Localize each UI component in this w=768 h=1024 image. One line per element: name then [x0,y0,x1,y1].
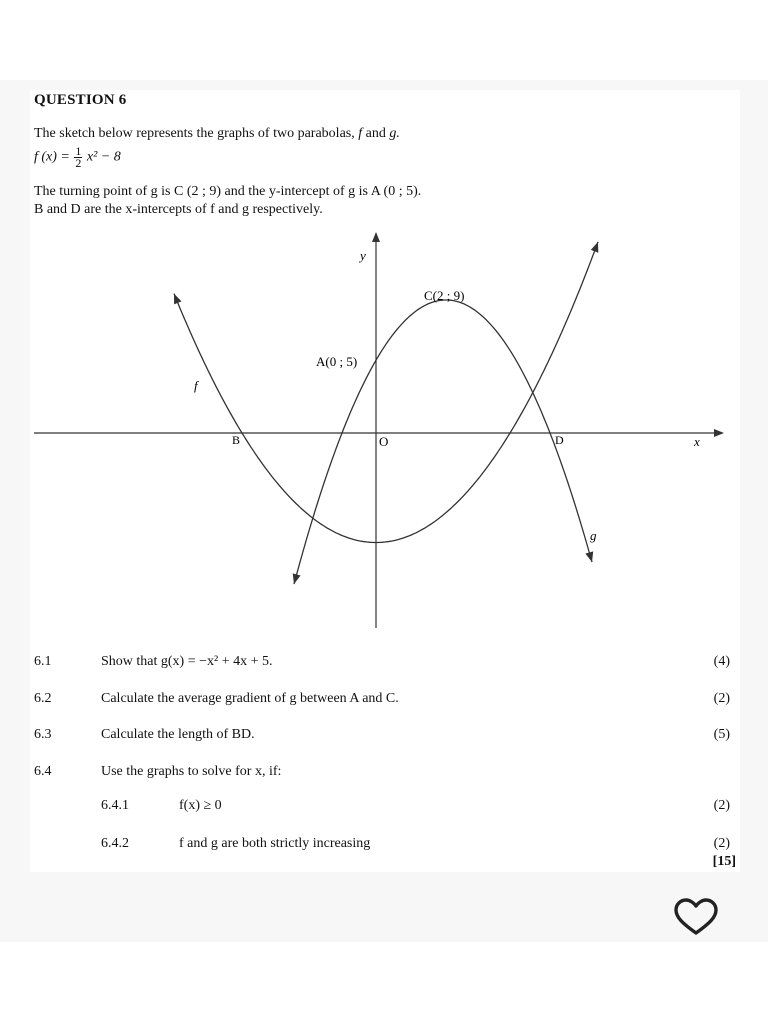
subquestion-number: 6.2 [34,691,52,706]
subquestion-marks: (5) [713,727,730,742]
subquestion-text: f(x) ≥ 0 [179,798,222,813]
subquestion-text: Use the graphs to solve for x, if: [101,764,282,779]
subquestion-marks: (2) [713,836,730,851]
curve-g-label: g [590,528,597,543]
subquestion-text: Show that g(x) = −x² + 4x + 5. [101,654,273,669]
curve-f-label: f [194,378,198,393]
subquestion-marks: (2) [713,798,730,813]
subquestion-text: f and g are both strictly increasing [179,836,371,851]
subquestion-number: 6.4.1 [101,798,129,813]
f-rhs: x² − 8 [86,149,121,165]
subquestion-number: 6.4 [34,764,52,779]
heart-icon[interactable] [672,897,720,939]
x-axis-label: x [694,434,700,449]
subquestion-marks: (4) [713,654,730,669]
x-axis-arrow [714,429,724,437]
origin-label: O [379,434,389,449]
curve-f-arrow-left [174,294,182,305]
point-a-label: A(0 ; 5) [316,354,358,369]
f-fraction-num: 1 [75,144,82,158]
point-d-label: D [555,433,564,447]
subquestion-marks: (2) [713,691,730,706]
question-page [30,90,740,872]
intro-text: The sketch below represents the graphs of two parabolas, [34,126,355,141]
subquestion-number: 6.3 [34,727,52,742]
subquestion-number: 6.4.2 [101,836,129,851]
f-equation [34,146,121,169]
subquestion-number: 6.1 [34,654,52,669]
f-lhs: f (x) = [34,149,70,165]
intro-g: g. [389,126,400,141]
question-heading: QUESTION 6 [34,92,127,108]
intro-and: and [365,126,386,141]
curve-f [174,242,598,543]
subquestion-text: Calculate the length of BD. [101,727,255,742]
f-fraction [74,146,82,169]
parabola-graph [30,230,730,630]
intercepts-line: B and D are the x-intercepts of f and g respectively. [34,202,323,217]
intro-f: f [358,126,363,141]
point-b-label: B [232,433,241,447]
subquestion-text: Calculate the average gradient of g between A and C. [101,691,399,706]
y-axis-arrow [372,232,380,242]
intro-line [34,126,400,142]
curve-g-arrow-left [293,573,301,584]
y-axis-label: y [360,248,366,263]
turning-point-line: The turning point of g is C (2 ; 9) and the y-intercept of g is A (0 ; 5). [34,184,422,199]
curve-g-arrow-right [585,551,593,562]
curve-f-arrow-right [591,242,599,253]
total-marks: [15] [712,854,736,869]
f-fraction-den: 2 [75,156,82,170]
curve-g [294,300,592,584]
point-c-label: C(2 ; 9) [424,288,465,303]
